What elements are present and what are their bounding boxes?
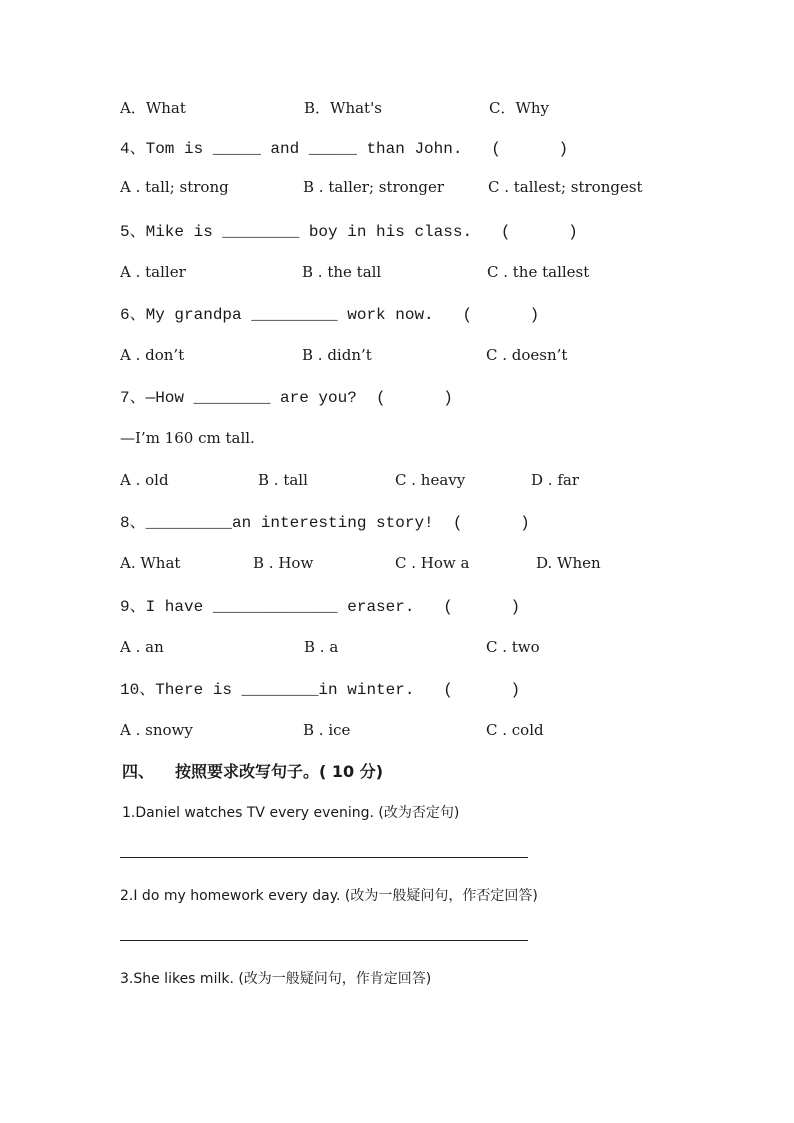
q4-option-a: A . tall; strong (120, 178, 229, 196)
answer-line-1 (120, 857, 528, 858)
q10-option-a: A . snowy (120, 721, 193, 739)
q9-stem: 9、I have _____________ eraser. ( ) (120, 598, 521, 616)
answer-line-2 (120, 940, 528, 941)
q7-stem: 7、—How ________ are you? ( ) (120, 389, 453, 407)
q7-option-a: A . old (120, 471, 169, 489)
q10-stem: 10、There is ________in winter. ( ) (120, 681, 521, 699)
q9-option-c: C . two (486, 638, 540, 656)
q6-stem: 6、My grandpa _________ work now. ( ) (120, 306, 540, 324)
q3-option-c: C．Why (489, 99, 550, 117)
q3-option-a: A．What (120, 99, 186, 117)
q8-option-c: C . How a (395, 554, 470, 572)
q4-stem: 4、Tom is _____ and _____ than John. ( ) (120, 140, 569, 158)
q4-option-b: B . taller; stronger (303, 178, 444, 196)
q7-option-c: C . heavy (395, 471, 466, 489)
q9-option-a: A . an (120, 638, 164, 656)
q10-option-c: C . cold (486, 721, 544, 739)
q10-option-b: B . ice (303, 721, 351, 739)
q6-option-b: B . didn’t (302, 346, 372, 364)
rewrite-item-1: 1.Daniel watches TV every evening. (改为否定句) (122, 805, 460, 821)
section-4-number: 四、 (122, 762, 155, 781)
q7-option-b: B . tall (258, 471, 308, 489)
q8-stem: 8、_________an interesting story! ( ) (120, 514, 530, 532)
q3-option-b: B．What's (304, 99, 382, 117)
q7-option-d: D . far (531, 471, 579, 489)
q9-option-b: B . a (304, 638, 339, 656)
q8-option-b: B . How (253, 554, 314, 572)
q8-option-a: A. What (120, 554, 181, 572)
section-4-title: 按照要求改写句子。( 10 分) (175, 762, 384, 781)
q5-stem: 5、Mike is ________ boy in his class. ( ) (120, 223, 578, 241)
rewrite-item-2: 2.I do my homework every day. (改为一般疑问句，作否定回答) (120, 888, 538, 904)
rewrite-item-3: 3.She likes milk. (改为一般疑问句，作肯定回答) (120, 971, 432, 987)
q5-option-b: B . the tall (302, 263, 382, 281)
q6-option-c: C . doesn’t (486, 346, 568, 364)
q5-option-c: C . the tallest (487, 263, 590, 281)
q8-option-d: D. When (536, 554, 601, 572)
q5-option-a: A . taller (120, 263, 186, 281)
q7-answer: —I’m 160 cm tall. (120, 429, 255, 447)
q4-option-c: C . tallest; strongest (488, 178, 643, 196)
q6-option-a: A . don’t (120, 346, 185, 364)
